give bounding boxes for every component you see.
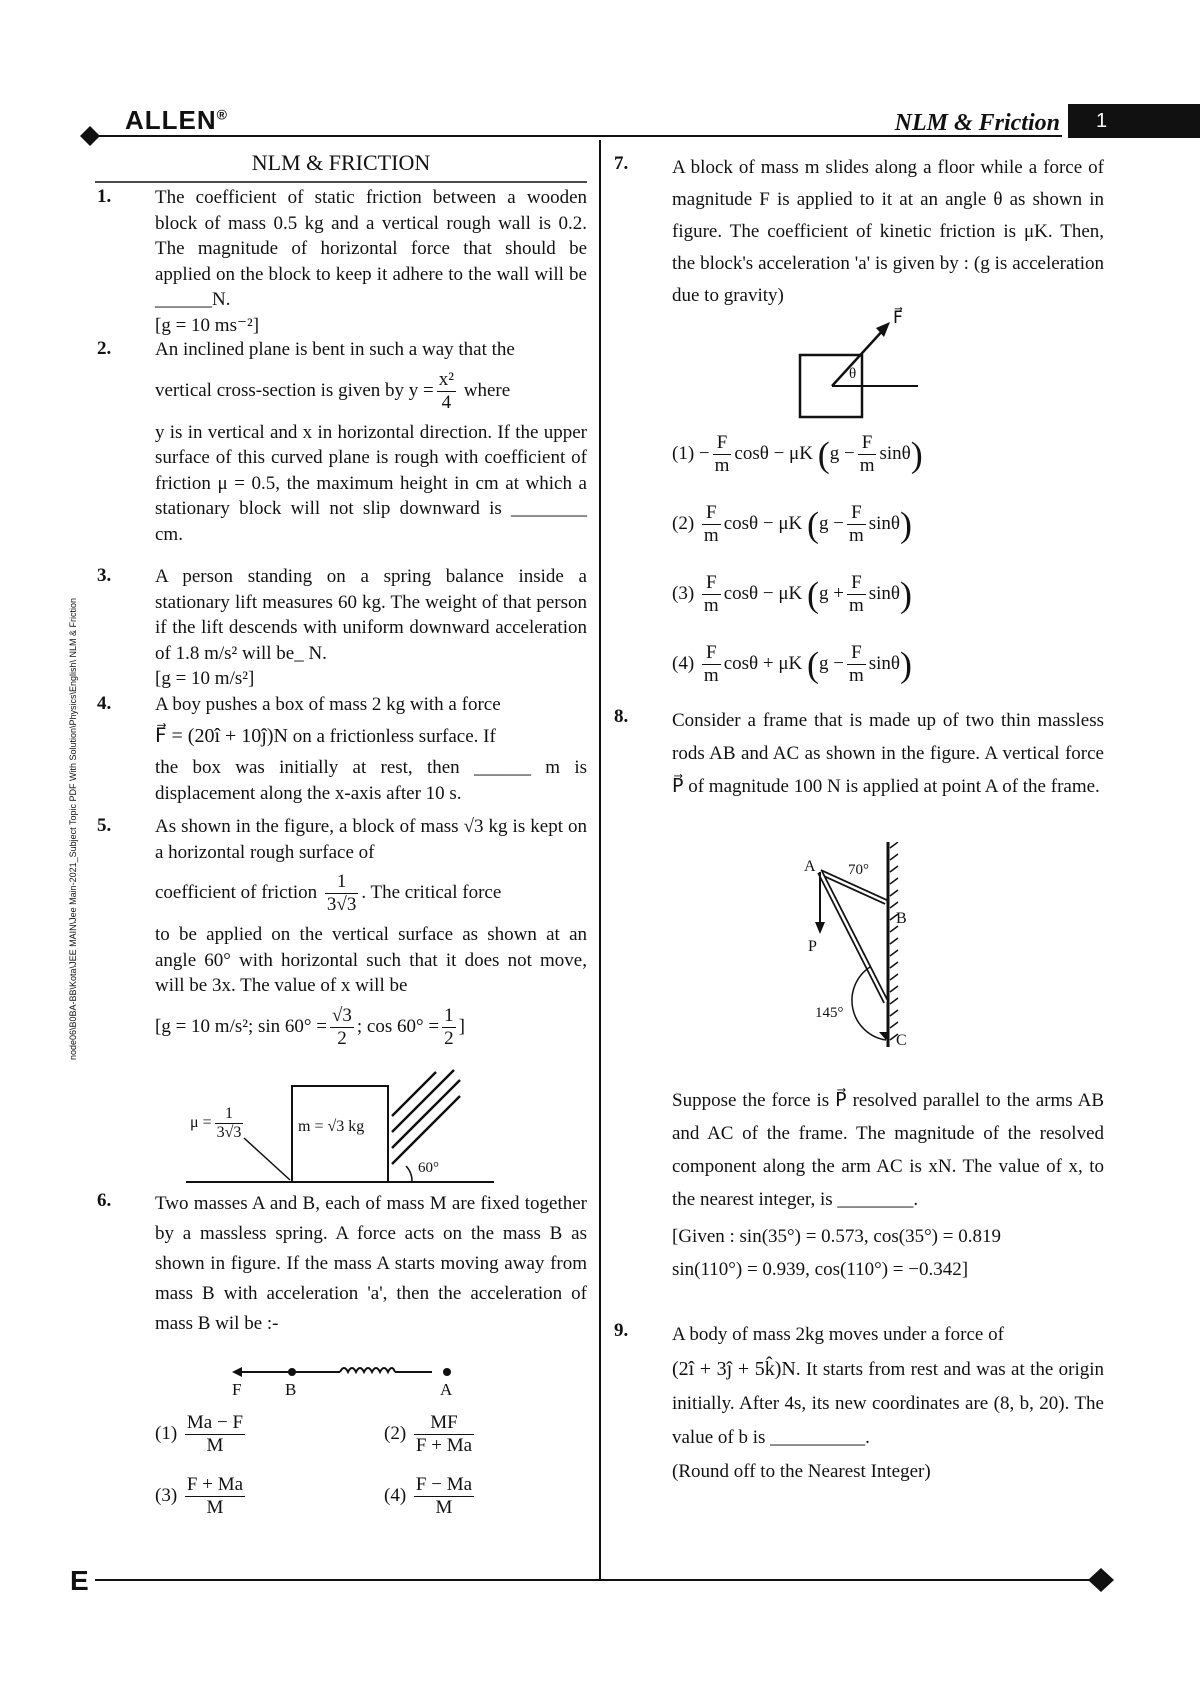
- q6-option-2[interactable]: (2) $\frac{MF}{F + Ma}$: [384, 1412, 473, 1456]
- q8-text: Consider a frame that is made up of two thin massless rods AB and AC as shown in the figure. A vertical force P⃗ of magnitude 100 N is applied at point A of the frame.: [672, 710, 1104, 797]
- q8-given1: [Given : sin(35°) = 0.573, cos(35°) = 0.819: [672, 1226, 1001, 1247]
- q8-fig-B: B: [896, 910, 907, 927]
- q4-text2: on a frictionless surface. If: [292, 725, 496, 747]
- q5-mu-frac: $\frac{1}{3√3}$: [326, 871, 357, 915]
- q1-given: [g = 10 ms⁻²]: [155, 314, 260, 336]
- q3-text: A person standing on a spring balance inside a stationary lift measures 60 kg. The weight of that person if the lift descends with uniform downward acceleration of 1.8 m/s² will be_ N.: [155, 566, 587, 664]
- side-path-text: node06\B0BA-BB\Kota\JEE MAIN\Jee Main-2021_Subject Topic PDF With Solution\Physics\English\ NLM & Friction: [68, 597, 78, 1060]
- q7-figure: [790, 310, 940, 420]
- q8-part2: [672, 1084, 1104, 1286]
- q8: [672, 704, 1104, 803]
- q5-text4: to be applied on the vertical surface as shown at an angle 60° with horizontal such that it does not move, will be 3x. The value of x will be: [155, 924, 587, 996]
- q5-text3: . The critical force: [361, 881, 502, 903]
- q2-text3: where: [463, 379, 511, 401]
- q8-fig-A: A: [804, 858, 816, 875]
- q1: [155, 185, 587, 338]
- q2-number: 2.: [97, 338, 112, 359]
- q5-text1: As shown in the figure, a block of mass √3 kg is kept on a horizontal rough surface of: [155, 816, 587, 863]
- q6-option-1[interactable]: (1) $\frac{Ma - F}{M}$: [155, 1412, 244, 1456]
- q4-number: 4.: [97, 693, 112, 714]
- q8-text2: Suppose the force is P⃗ resolved parallel to the arms AB and AC of the frame. The magnitude of the resolved component along the arm AC is xN. The value of x, to the nearest integer, is ________.: [672, 1090, 1104, 1210]
- q5-mu-line: [155, 871, 587, 916]
- q2-eq-frac: $\frac{\text{x²}}{4}$: [438, 368, 454, 413]
- section-title: NLM & FRICTION: [251, 150, 431, 175]
- q8-fig-70: 70°: [848, 862, 869, 878]
- q4-text1: A boy pushes a box of mass 2 kg with a force: [155, 694, 501, 715]
- q8-number: 8.: [614, 706, 629, 727]
- page-number: 1: [1068, 104, 1200, 138]
- q9-line2: [672, 1352, 1104, 1455]
- q3-number: 3.: [97, 565, 112, 586]
- q7-option-1[interactable]: (1) − $\frac{F}{m}$ cosθ − μK (g − $\frac{F}{m}$ sinθ): [672, 432, 923, 476]
- q9-force: (2î + 3ĵ + 5k̂)N: [672, 1358, 796, 1380]
- q2: [155, 337, 587, 547]
- q4: [155, 692, 587, 806]
- q9-number: 9.: [614, 1320, 629, 1341]
- q9-text3: (Round off to the Nearest Integer): [672, 1461, 931, 1482]
- q5-fig-angle: 60°: [418, 1160, 439, 1176]
- q2-equation-line: [155, 369, 587, 414]
- q1-number: 1.: [97, 186, 112, 207]
- q2-text4: y is in vertical and x in horizontal direction. If the upper surface of this curved plane is rough with coefficient of friction μ = 0.5, the maximum height in cm at which a stationary block will not slip downward is ________ cm.: [155, 421, 587, 545]
- q9-text1: A body of mass 2kg moves under a force of: [672, 1324, 1004, 1345]
- q3-given: [g = 10 m/s²]: [155, 668, 255, 689]
- q8-given2: sin(110°) = 0.939, cos(110°) = −0.342]: [672, 1259, 969, 1280]
- q6-option-4[interactable]: (4) $\frac{F - Ma}{M}$: [384, 1474, 473, 1518]
- q4-force: F⃗ = (20î + 10ĵ)N: [155, 724, 288, 747]
- q3: [155, 564, 587, 692]
- q5-text2: coefficient of friction: [155, 881, 318, 903]
- footer-rule: [0, 1560, 1140, 1600]
- q7-text: A block of mass m slides along a floor while a force of magnitude F is applied to it at an angle θ as shown in figure. The coefficient of kinetic friction is μK. Then, the block's acceleration 'a' is given by : (g is acceleration due to gravity): [672, 157, 1104, 306]
- q4-force-line: [155, 724, 587, 750]
- q6-text: Two masses A and B, each of mass M are fixed together by a massless spring. A force acts on the mass B as shown in figure. If the mass A starts moving away from mass B with acceleration 'a', then the acceleration of mass B wil be :-: [155, 1193, 587, 1334]
- q6-fig-F: F: [232, 1380, 242, 1399]
- q6-option-3[interactable]: (3) $\frac{F + Ma}{M}$: [155, 1474, 244, 1518]
- q7-number: 7.: [614, 153, 629, 174]
- q7-option-2[interactable]: (2) $\frac{F}{m}$ cosθ − μK (g − $\frac{F}{m}$ sinθ): [672, 502, 913, 546]
- q6-figure: [232, 1360, 472, 1390]
- q5: [155, 814, 587, 1050]
- q5-fig-mass: m = √3 kg: [298, 1118, 365, 1135]
- q7: [672, 152, 1104, 312]
- q5-given: [g = 10 m/s²; sin 60° = $\frac{√3}{2}$ ; cos 60° = $\frac{1}{2}$ ]: [155, 1004, 465, 1049]
- q4-text3: the box was initially at rest, then ______ m is displacement along the x-axis after 10 s.: [155, 757, 587, 804]
- q2-eq-lhs: y =: [408, 379, 434, 401]
- q2-text2: vertical cross-section is given by: [155, 379, 405, 401]
- column-divider: [598, 140, 602, 1580]
- q8-fig-P: P: [808, 938, 817, 955]
- q6: [155, 1189, 587, 1339]
- page-title: NLM & Friction: [894, 110, 1060, 136]
- q9-text2: . It starts from rest and was at the origin initially. After 4s, its new coordinates are (8, b, 20). The value of b is __________.: [672, 1359, 1105, 1448]
- q2-text1: An inclined plane is bent in such a way that the: [155, 339, 515, 360]
- q9: [672, 1318, 1104, 1489]
- brand-logo: ALLEN®: [125, 105, 228, 135]
- q7-option-3[interactable]: (3) $\frac{F}{m}$ cosθ − μK (g + $\frac{F}{m}$ sinθ): [672, 572, 913, 616]
- footer-mark: E: [70, 1565, 89, 1596]
- q7-fig-theta: θ: [849, 366, 857, 382]
- q6-fig-B: B: [285, 1380, 297, 1399]
- section-title-wrap: [95, 150, 587, 176]
- q1-text: The coefficient of static friction between a wooden block of mass 0.5 kg and a vertical rough wall is 0.2. The magnitude of horizontal force that should be applied on the block to keep it adhere to the wall will be ______N.: [155, 187, 587, 310]
- q7-option-4[interactable]: (4) $\frac{F}{m}$ cosθ + μK (g − $\frac{F}{m}$ sinθ): [672, 642, 913, 686]
- q8-fig-145: 145°: [815, 1005, 844, 1021]
- q7-fig-F: F⃗: [893, 308, 903, 327]
- q5-fig-mu: μ = $\frac{1}{3√3}$: [190, 1105, 242, 1141]
- section-rule: [95, 180, 595, 184]
- q6-number: 6.: [97, 1190, 112, 1211]
- q8-fig-C: C: [896, 1032, 907, 1049]
- q6-fig-A: A: [440, 1380, 453, 1399]
- q5-number: 5.: [97, 815, 112, 836]
